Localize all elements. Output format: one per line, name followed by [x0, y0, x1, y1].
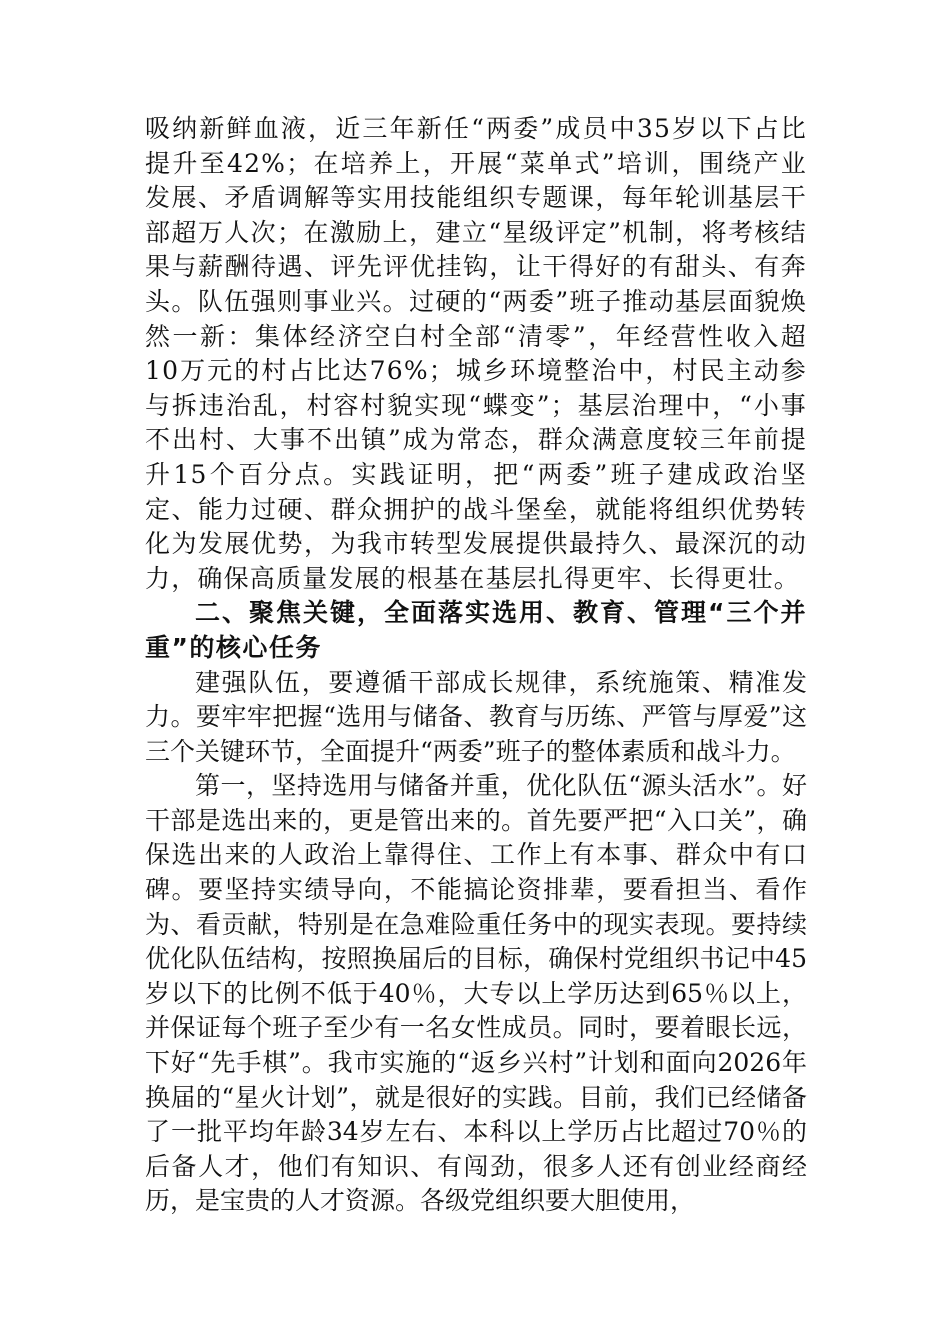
paragraph-first-point: 第一，坚持选用与储备并重，优化队伍“源头活水”。好干部是选出来的，更是管出来的。首先要严把“入口关”，确保选出来的人政治上靠得住、工作上有本事、群众中有口碑。要坚持实绩导向，不能搞论资排辈，要看担当、看作为、看贡献，特别是在急难险重任务中的现实表现。要持续优化队伍结构，按照换届后的目标，确保村党组织书记中45岁以下的比例不低于40％，大专以上学历达到65％以上，并保证每个班子至少有一名女性成员。同时，要着眼长远，下好“先手棋”。我市实施的“返乡兴村”计划和面向2026年换届的“星火计划”，就是很好的实践。目前，我们已经储备了一批平均年龄34岁左右、本科以上学历占比超过70％的后备人才，他们有知识、有闯劲，很多人还有创业经商经历，是宝贵的人才资源。各级党组织要大胆使用，	[145, 771, 807, 1216]
document-body	[145, 112, 807, 1219]
section-heading: 二、聚焦关键，全面落实选用、教育、管理“三个并重”的核心任务	[145, 598, 807, 662]
paragraph-continued: 吸纳新鲜血液，近三年新任“两委”成员中35岁以下占比提升至42%；在培养上，开展“菜单式”培训，围绕产业发展、矛盾调解等实用技能组织专题课，每年轮训基层干部超万人次；在激励上，建立“星级评定”机制，将考核结果与薪酬待遇、评先评优挂钩，让干得好的有甜头、有奔头。队伍强则事业兴。过硬的“两委”班子推动基层面貌焕然一新：集体经济空白村全部“清零”，年经营性收入超10万元的村占比达76%；城乡环境整治中，村民主动参与拆违治乱，村容村貌实现“蝶变”；基层治理中，“小事不出村、大事不出镇”成为常态，群众满意度较三年前提升15个百分点。实践证明，把“两委”班子建成政治坚定、能力过硬、群众拥护的战斗堡垒，就能将组织优势转化为发展优势，为我市转型发展提供最持久、最深沉的动力，确保高质量发展的根基在基层扎得更牢、长得更壮。	[145, 114, 807, 593]
paragraph-intro: 建强队伍，要遵循干部成长规律，系统施策、精准发力。要牢牢把握“选用与储备、教育与历练、严管与厚爱”这三个关键环节，全面提升“两委”班子的整体素质和战斗力。	[145, 667, 807, 766]
